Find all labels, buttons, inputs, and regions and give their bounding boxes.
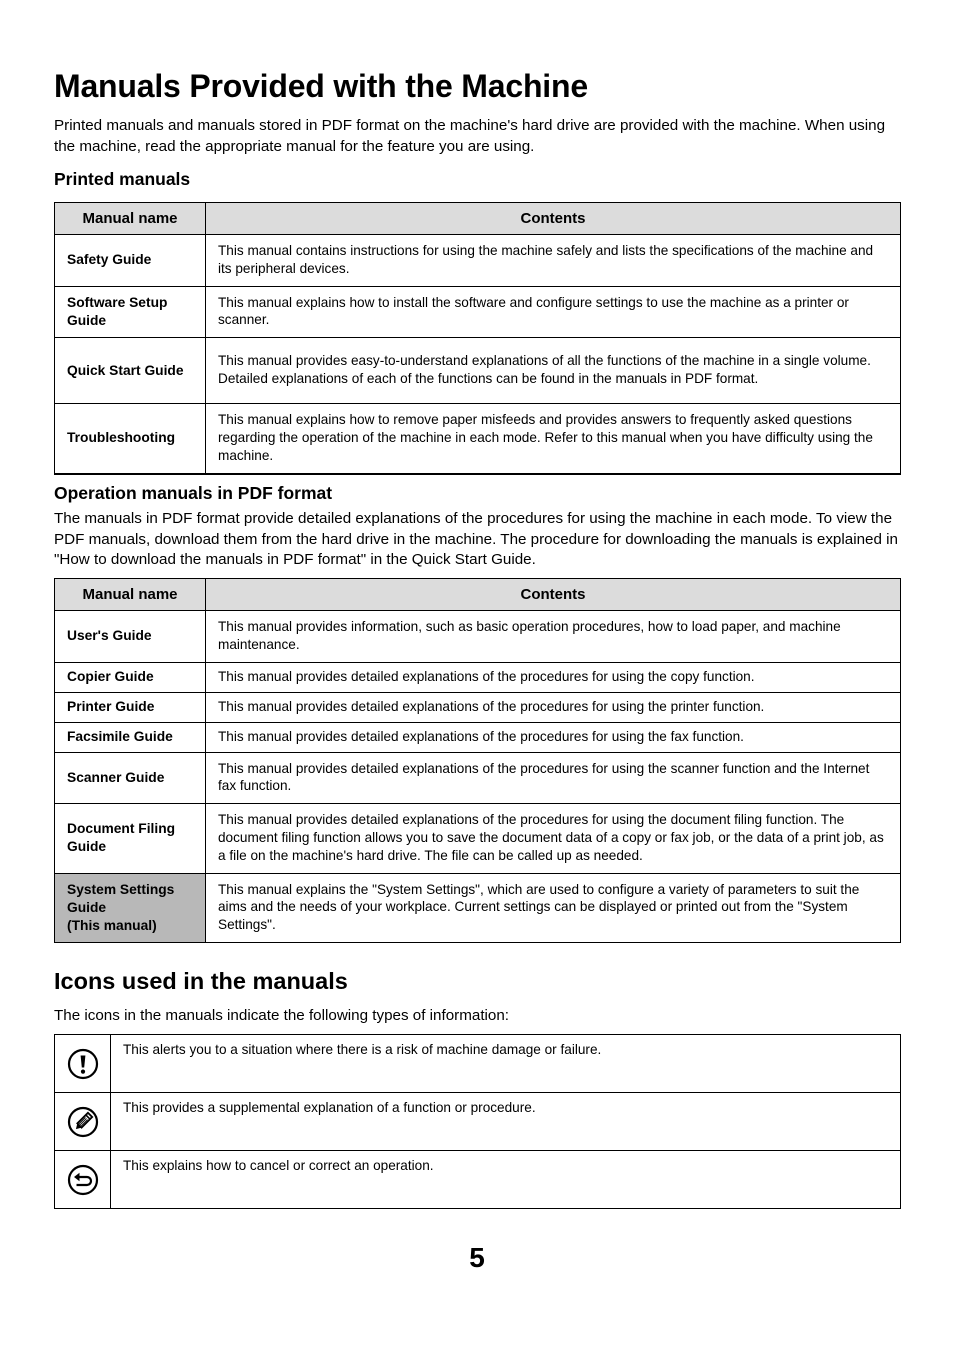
- table-row: [55, 1035, 901, 1093]
- column-header-contents: Contents: [206, 203, 901, 235]
- column-header-manual-name: Manual name: [55, 203, 206, 235]
- pdf-intro-paragraph: The manuals in PDF format provide detailed explanations of the procedures for using the machine in each mode. To view the PDF manuals, download them from the hard drive in the machine. The procedure for downloading the manuals is explained in "How to download the manuals in PDF format" in the Quick Start Guide.: [54, 510, 898, 568]
- manual-name-cell: Document Filing Guide: [55, 804, 206, 873]
- column-header-manual-name: Manual name: [55, 579, 206, 611]
- icons-intro-paragraph: The icons in the manuals indicate the following types of information:: [54, 1007, 510, 1024]
- manual-name-note: (This manual): [67, 917, 157, 933]
- table-row: [55, 235, 901, 287]
- cancel-return-icon: [67, 1164, 99, 1196]
- note-pencil-icon: [67, 1106, 99, 1138]
- manual-name-cell: Software Setup Guide: [55, 286, 206, 338]
- manual-contents-cell: This manual provides detailed explanations of the procedures for using the document filing function. The document filing function allows you to save the document data of a copy or fax job, or the data of a print job, as a file on the machine's hard drive. The file can be called up as needed.: [206, 804, 901, 873]
- page-title: Manuals Provided with the Machine: [54, 68, 588, 104]
- printed-manuals-table: [54, 202, 901, 475]
- manual-name-cell: User's Guide: [55, 611, 206, 663]
- table-header-row: [55, 579, 901, 611]
- manual-contents-cell: This manual explains how to install the software and configure settings to use the machine as a printer or scanner.: [206, 286, 901, 338]
- table-row: [55, 404, 901, 474]
- table-row: [55, 873, 901, 942]
- icons-section-heading: Icons used in the manuals: [54, 968, 348, 994]
- caution-icon: [67, 1048, 99, 1080]
- icon-description: This provides a supplemental explanation of a function or procedure.: [111, 1093, 901, 1151]
- table-row: [55, 692, 901, 722]
- table-row: [55, 1151, 901, 1209]
- table-row: [55, 662, 901, 692]
- table-row: [55, 1093, 901, 1151]
- page-number: 5: [469, 1242, 485, 1273]
- icon-description: This alerts you to a situation where there is a risk of machine damage or failure.: [111, 1035, 901, 1093]
- table-row: [55, 752, 901, 804]
- printed-manuals-heading: Printed manuals: [54, 169, 191, 189]
- contents-line: This manual provides easy-to-understand explanations of all the functions of the machine in a single volume.: [218, 353, 871, 369]
- pdf-manuals-heading: Operation manuals in PDF format: [54, 483, 333, 503]
- manual-contents-cell: This manual contains instructions for using the machine safely and lists the specifications of the machine and its peripheral devices.: [206, 235, 901, 287]
- table-row: [55, 286, 901, 338]
- manual-name-cell: Copier Guide: [55, 662, 206, 692]
- manual-contents-cell: This manual explains the "System Settings", which are used to configure a variety of parameters to suit the aims and the needs of your workplace. Current settings can be displayed or printed out from the "System Settings".: [206, 873, 901, 942]
- manual-name-cell: Safety Guide: [55, 235, 206, 287]
- icon-cell: [55, 1151, 111, 1209]
- manual-name-cell: Troubleshooting: [55, 404, 206, 474]
- manual-contents-cell: This manual provides detailed explanations of the procedures for using the copy function.: [206, 662, 901, 692]
- icons-table: [54, 1034, 901, 1209]
- manual-contents-cell: [206, 338, 901, 404]
- icon-cell: [55, 1093, 111, 1151]
- contents-line: Detailed explanations of each of the functions can be found in the manuals in PDF format.: [218, 371, 759, 387]
- manual-contents-cell: This manual provides detailed explanations of the procedures for using the scanner function and the Internet fax function.: [206, 752, 901, 804]
- pdf-manuals-table: [54, 578, 901, 943]
- icon-cell: [55, 1035, 111, 1093]
- manual-name-line: System Settings Guide: [67, 881, 175, 915]
- manual-contents-cell: This manual provides detailed explanations of the procedures for using the printer function.: [206, 692, 901, 722]
- intro-paragraph: Printed manuals and manuals stored in PDF format on the machine's hard drive are provided with the machine. When using the machine, read the appropriate manual for the feature you are using.: [54, 117, 886, 155]
- manual-name-cell: Scanner Guide: [55, 752, 206, 804]
- table-row: [55, 722, 901, 752]
- table-header-row: [55, 203, 901, 235]
- table-row: [55, 611, 901, 663]
- manual-name-cell-current: [55, 873, 206, 942]
- column-header-contents: Contents: [206, 579, 901, 611]
- manual-name-cell: Printer Guide: [55, 692, 206, 722]
- icon-description: This explains how to cancel or correct an operation.: [111, 1151, 901, 1209]
- manual-contents-cell: This manual explains how to remove paper misfeeds and provides answers to frequently asked questions regarding the operation of the machine in each mode. Refer to this manual when you have difficulty using the machine.: [206, 404, 901, 474]
- table-row: [55, 804, 901, 873]
- manual-contents-cell: This manual provides information, such as basic operation procedures, how to load paper, and machine maintenance.: [206, 611, 901, 663]
- manual-contents-cell: This manual provides detailed explanations of the procedures for using the fax function.: [206, 722, 901, 752]
- manual-name-cell: Quick Start Guide: [55, 338, 206, 404]
- table-row: [55, 338, 901, 404]
- manual-name-cell: Facsimile Guide: [55, 722, 206, 752]
